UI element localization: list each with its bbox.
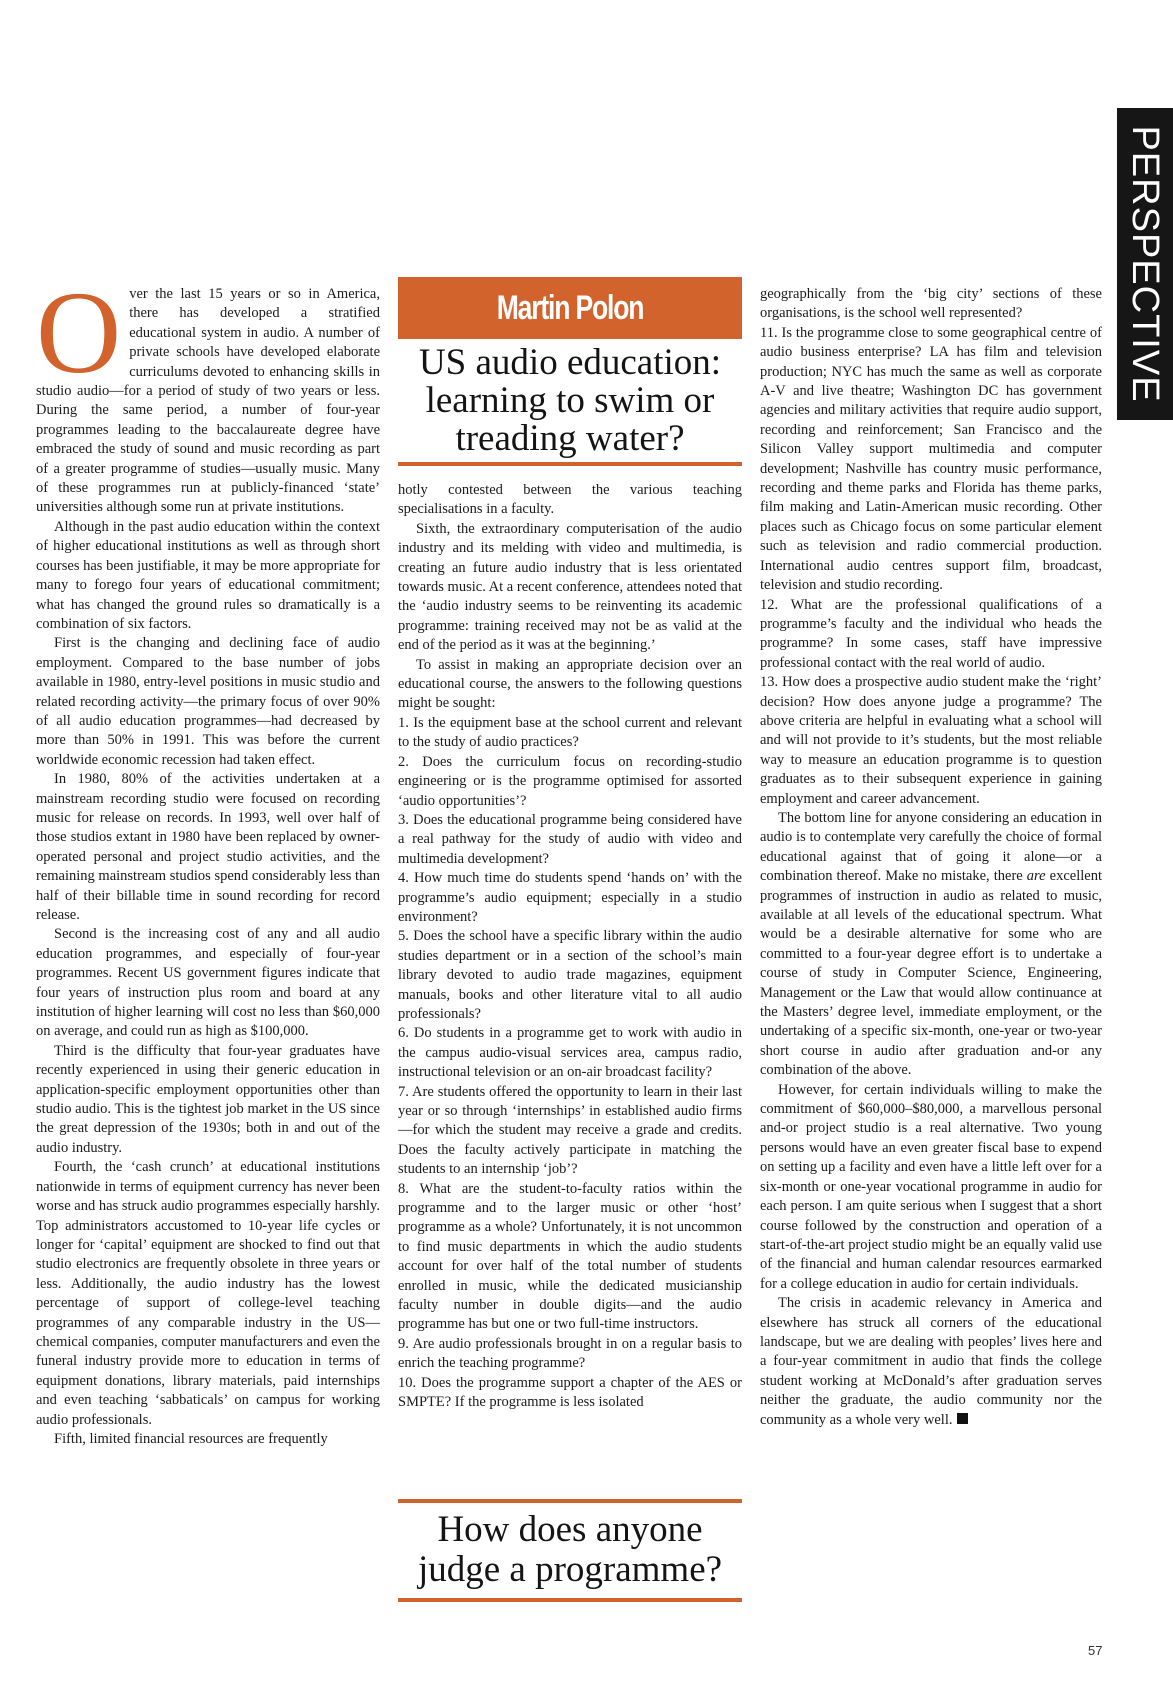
- question-item: 4. How much time do students spend ‘hands on’ with the programme’s audio equipment; especially in a studio environment?: [398, 870, 742, 925]
- question-item: 9. Are audio professionals brought in on a regular basis to enrich the teaching programme?: [398, 1335, 742, 1372]
- paragraph: Fourth, the ‘cash crunch’ at educational institutions nationwide in terms of equipment currency has never been worse and has struck audio programmes especially harshly. Top administrators accustomed to 10-year life cycles or longer for ‘capital’ equipment are shocked to find out that studio electronics are frequently obsolete in three years or less. Additionally, the audio industry has the lowest percentage of support of college-level teaching programmes of any comparable industry in the US—chemical companies, computer manufacturers and even the funeral industry provide more to education in terms of equipment donations, library materials, paid internships and even teaching ‘sabbaticals’ on campus for working audio professionals.: [36, 1159, 380, 1428]
- paragraph: Second is the increasing cost of any and all audio education programmes, and especially of four-year programmes. Recent US government figures indicate that four years of instruction plus room and board at any institution of higher learning will cost no less than $60,000 on average, and could run as high as $100,000.: [36, 926, 380, 1040]
- subheadline: How does anyone judge a programme?: [417, 1509, 723, 1590]
- paragraph: First is the changing and declining face of audio employment. Compared to the base number of jobs available in 1980, entry-level positions in music studio and related recording activity—the primary focus of over 90% of all audio education programmes—had decreased by more than 50% in 1991. This was before the current worldwide economic recession had taken effect.: [36, 635, 380, 768]
- paragraph: Fifth, limited financial resources are frequently: [54, 1430, 328, 1447]
- article-column-3: [760, 285, 1102, 1430]
- paragraph: In 1980, 80% of the activities undertaken at a mainstream recording studio were focused on recording music for release on records. In 1993, well over half of those studios extant in 1980 have been replaced by owner-operated personal and project studio activities, and the remaining mainstream studios spend considerably less than half of their billable time in sound recording for record release.: [36, 771, 380, 923]
- question-item: 7. Are students offered the opportunity to learn in their last year or so through ‘internships’ in established audio firms—for which the student may receive a grade and credits. Does the faculty actively participate in matching the students to an internship ‘job’?: [398, 1083, 742, 1178]
- question-item: 13. How does a prospective audio student make the ‘right’ decision? How does anyone judge a programme? The above criteria are helpful in evaluating what a school will and will not provide to it’s students, but the most reliable way to measure an education programme is to question graduates as to their subsequent experience in gaining employment and career advancement.: [760, 674, 1102, 807]
- page-number: 57: [1088, 1643, 1103, 1658]
- headline: US audio education: learning to swim or treading water?: [418, 342, 722, 459]
- headline-rule: [398, 462, 742, 466]
- section-tab-label: PERSPECTIVE: [1124, 125, 1166, 403]
- section-tab: [1117, 108, 1173, 420]
- question-item: 2. Does the curriculum focus on recording-studio engineering or is the programme optimised for assorted ‘audio opportunities’?: [398, 753, 742, 809]
- drop-cap: O: [36, 267, 122, 398]
- question-item: 3. Does the educational programme being considered have a real pathway for the study of audio with video and multimedia development?: [398, 811, 742, 867]
- paragraph: Sixth, the extraordinary computerisation of the audio industry and its melding with video and multimedia, is creating an future audio industry that is less orientated towards music. At a recent conference, attendees noted that the ‘audio industry seems to be reinventing its academic programme: training received may not be as valid at the end of the period as it was at the beginning.’: [398, 520, 742, 654]
- article-column-1: [36, 267, 380, 1449]
- paragraph: The crisis in academic relevancy in America and elsewhere has struck all corners of the educational landscape, but we are dealing with peoples’ lives here and a four-year commitment in audio that finds the college student working at McDonald’s after graduation serves neither the graduate, the audio community nor the community as a whole very well.: [760, 1295, 1102, 1428]
- byline-banner: [398, 277, 742, 339]
- question-item: 11. Is the programme close to some geographical centre of audio business enterprise? LA has film and television production; NYC has much the same as well as corporate A-V and live theatre; Washington DC has government agencies and military activities that require audio support, recording and reinforcement; San Francisco and the Silicon Valley support multimedia and computer development; Nashville has country music performance, recording and theme parks and Florida has theme parks, film making and Latin-American music recording. Other places such as Chicago focus on some particular element such as television and radio commercial production. International audio centres support film, broadcast, television and studio recording.: [760, 324, 1102, 594]
- question-item: 6. Do students in a programme get to work with audio in the campus audio-visual services area, campus radio, instructional television or an on-air broadcast facility?: [398, 1025, 742, 1081]
- question-item: 10. Does the programme support a chapter of the AES or SMPTE? If the programme is less isolated: [398, 1374, 742, 1411]
- question-item: 8. What are the student-to-faculty ratios within the programme and to the larger music or other ‘host’ programme as a whole? Unfortunately, it is not uncommon to find music departments in which the audio students account for over half of the total number of students enrolled in music, while the dedicated musicianship faculty number in double digits—and the audio programme has but one or two full-time instructors.: [398, 1180, 742, 1333]
- paragraph: The bottom line for anyone considering an education in audio is to contemplate very carefully the choice of formal educational against that of going it alone—or a combination thereof. Make no mistake, there are excellent programmes of instruction in audio as related to music, available at all levels of the educational spectrum. What would be a desirable alternative for some who are committed to a four-year degree effort is to undertake a course of study in Computer Science, Engineering, Management or the Law that would allow continuance at the Masters’ degree level, immediate employment, or the undertaking of a specific six-month, one-year or two-year short course in audio after graduation and-or any combination of the above.: [760, 809, 1102, 1079]
- article-column-2: [398, 481, 742, 1413]
- byline: Martin Polon: [496, 289, 644, 327]
- paragraph: However, for certain individuals willing to make the commitment of $60,000–$80,000, a marvellous personal and-or project studio is a real alternative. Two young persons would have an even greater fiscal base to expend on setting up a facility and even have a little left over for a six-month or one-year vocational programme in audio for each person. I am quite serious when I suggest that a short course followed by the construction and operation of a start-of-the-art project studio might be an equally valid use of the financial and human calendar resources earmarked for a college education in audio for certain individuals.: [760, 1081, 1102, 1292]
- question-item: 5. Does the school have a specific library within the audio studies department or in a section of the school’s main library devoted to audio trade magazines, equipment manuals, books and other literature vital to all audio professionals?: [398, 928, 742, 1022]
- paragraph: hotly contested between the various teaching specialisations in a faculty.: [398, 482, 742, 518]
- question-item: 12. What are the professional qualifications of a programme’s faculty and the individual who heads the programme? In some cases, staff have impressive professional contact with the real world of audio.: [760, 596, 1102, 671]
- paragraph: Over the last 15 years or so in America, there has developed a stratified educational system in audio. A number of private schools have developed elaborate curriculums devoted to enhancing skills in studio audio—for a period of study of two years or less. During the same period, a number of four-year programmes leading to the baccalaureate degree have embraced the study of sound and music recording as part of a greater programme of studies—usually music. Many of these programmes run at publicly-financed ‘state’ universities although some run at private institutions.: [36, 267, 380, 516]
- paragraph: geographically from the ‘big city’ sections of these organisations, is the school well represented?: [760, 286, 1102, 322]
- end-mark-icon: [957, 1413, 968, 1424]
- paragraph: Third is the difficulty that four-year graduates have recently experienced in using their generic education in application-specific employment opportunities other than studio audio. This is the tightest job market in the US since the great depression of the 1930s; both in and out of the audio industry.: [36, 1042, 380, 1156]
- subheadline-rule-top: [398, 1499, 742, 1503]
- paragraph: To assist in making an appropriate decision over an educational course, the answers to the following questions might be sought:: [398, 656, 742, 712]
- subheadline-rule-bottom: [398, 1598, 742, 1602]
- paragraph: Although in the past audio education within the context of higher educational institutions as well as through short courses has been justifiable, it may be more appropriate for many to forego four years of educational commitment; what has changed the ground rules so dramatically is a combination of six factors.: [36, 518, 380, 632]
- question-item: 1. Is the equipment base at the school current and relevant to the study of audio practices?: [398, 714, 742, 751]
